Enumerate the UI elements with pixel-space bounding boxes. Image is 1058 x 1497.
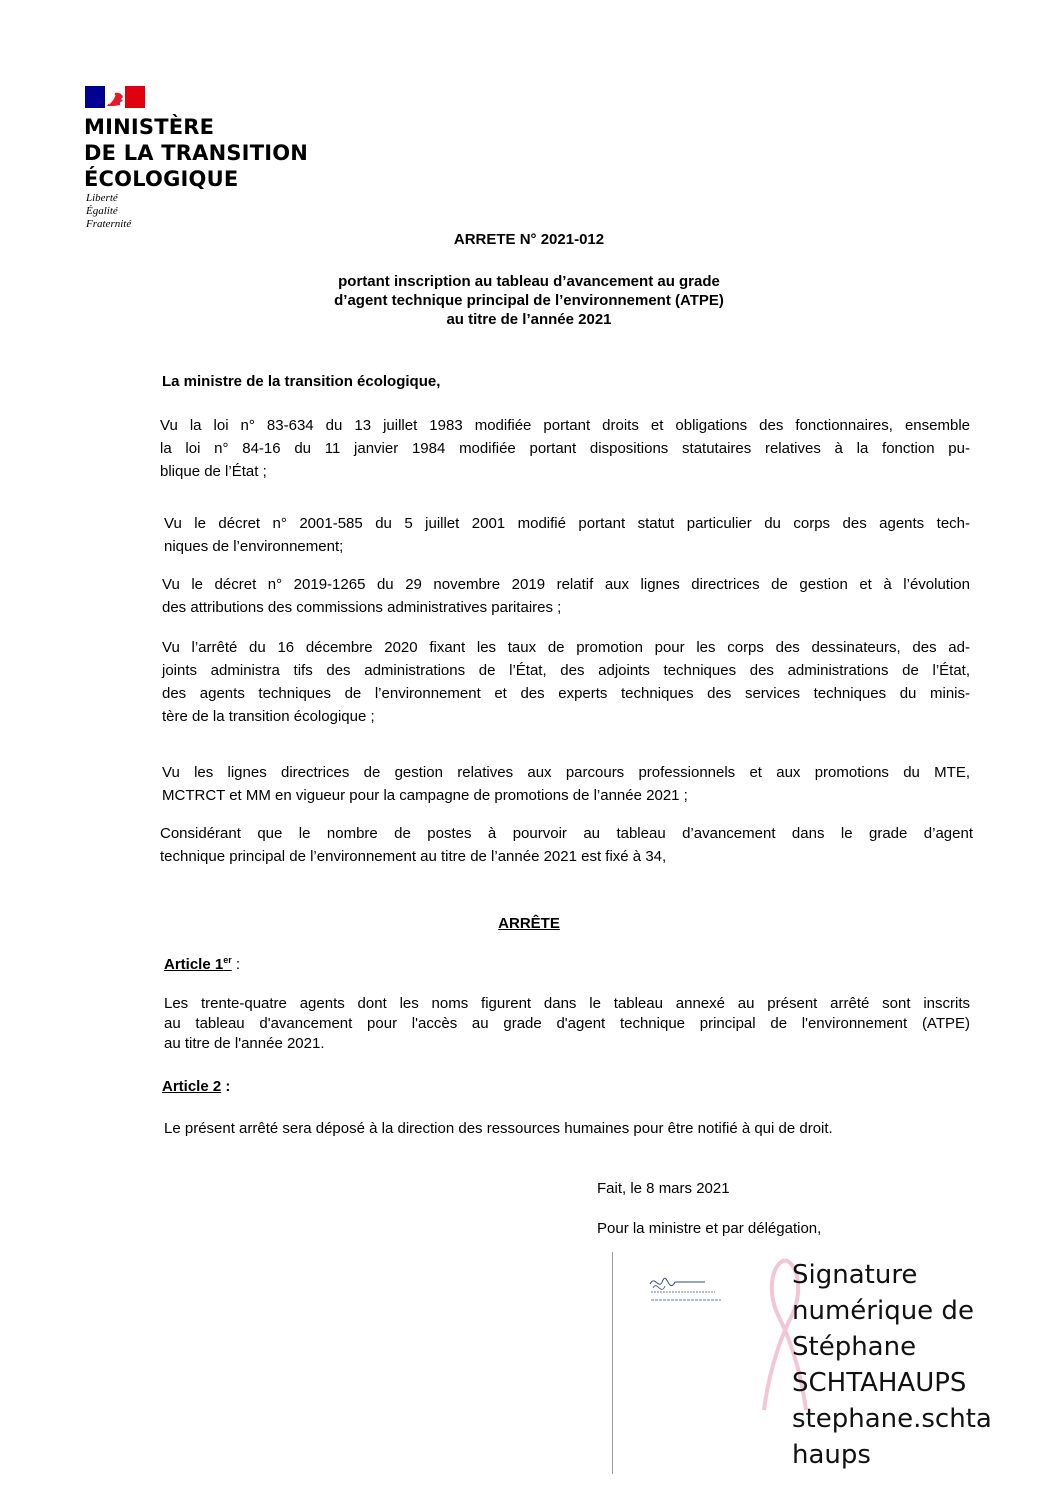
signature-line: SCHTAHAUPS bbox=[792, 1368, 967, 1398]
signature-divider bbox=[612, 1252, 613, 1474]
arrete-heading: ARRÊTE bbox=[498, 915, 560, 932]
decree-title: ARRETE N° 2021-012 bbox=[453, 231, 605, 248]
motto-line: Fraternité bbox=[86, 218, 132, 230]
handwritten-signature-stamp bbox=[645, 1270, 735, 1315]
paragraph-line: tère de la transition écologique ; bbox=[162, 708, 375, 725]
paragraph-line: des attributions des commissions administratives paritaires ; bbox=[162, 599, 562, 616]
delegation-line: Pour la ministre et par délégation, bbox=[597, 1220, 822, 1237]
paragraph-line: Vu les lignes directrices de gestion relatives aux parcours professionnels et aux promotions du MTE, bbox=[162, 764, 970, 781]
article-label: Article 1er bbox=[164, 955, 232, 973]
paragraph-line: blique de l’État ; bbox=[160, 463, 267, 480]
paragraph-line: joints administra tifs des administrations de l’État, des adjoints techniques des administrations de l’État, bbox=[162, 662, 970, 679]
ministry-line: ÉCOLOGIQUE bbox=[84, 167, 239, 191]
article-2-heading: Article 2 : bbox=[162, 1078, 231, 1095]
paragraph-line: Vu l’arrêté du 16 décembre 2020 fixant les taux de promotion pour les corps des dessinateurs, des ad- bbox=[162, 639, 970, 656]
visa-paragraph bbox=[162, 636, 970, 728]
article-1-text bbox=[164, 994, 970, 1054]
paragraph-line: Vu le décret n° 2019-1265 du 29 novembre 2019 relatif aux lignes directrices de gestion et à l’évolution bbox=[162, 576, 970, 593]
digital-signature-text bbox=[792, 1257, 992, 1473]
paragraph-line: au tableau d'avancement pour l'accès au grade d'agent technique principal de l'environnement (ATPE) bbox=[164, 1015, 970, 1032]
considerant-paragraph bbox=[160, 822, 973, 868]
motto-line: Liberté bbox=[86, 192, 118, 204]
marianne-flag-logo bbox=[85, 86, 145, 108]
subtitle-line: portant inscription au tableau d’avancement au grade bbox=[338, 273, 720, 290]
paragraph-line: Les trente-quatre agents dont les noms figurent dans le tableau annexé au présent arrêté sont inscrits bbox=[164, 995, 970, 1012]
article-1-heading: Article 1er : bbox=[164, 955, 241, 973]
ministry-line: DE LA TRANSITION bbox=[84, 141, 309, 165]
paragraph-line: la loi n° 84-16 du 11 janvier 1984 modifiée portant dispositions statutaires relatives à la fonction pu- bbox=[160, 440, 970, 457]
motto-line: Égalité bbox=[86, 205, 118, 217]
paragraph-line: Le présent arrêté sera déposé à la direction des ressources humaines pour être notifié à qui de droit. bbox=[164, 1120, 833, 1137]
ministry-line: MINISTÈRE bbox=[84, 115, 215, 139]
paragraph-line: MCTRCT et MM en vigueur pour la campagne de promotions de l’année 2021 ; bbox=[162, 787, 688, 804]
visa-paragraph bbox=[162, 573, 970, 619]
signature-date: Fait, le 8 mars 2021 bbox=[597, 1180, 730, 1197]
paragraph-line: technique principal de l’environnement au titre de l’année 2021 est fixé à 34, bbox=[160, 848, 667, 865]
subtitle-line: au titre de l’année 2021 bbox=[446, 311, 612, 328]
paragraph-line: Vu la loi n° 83-634 du 13 juillet 1983 modifiée portant droits et obligations des fonctionnaires, ensemble bbox=[160, 417, 970, 434]
signature-line: Signature bbox=[792, 1260, 918, 1290]
signature-line: haups bbox=[792, 1440, 871, 1470]
ministry-name bbox=[84, 114, 308, 192]
paragraph-line: au titre de l'année 2021. bbox=[164, 1035, 325, 1052]
minister-line: La ministre de la transition écologique, bbox=[162, 373, 441, 390]
decree-subtitle bbox=[0, 272, 1058, 329]
paragraph-line: des agents techniques de l’environnement et des experts techniques des services techniques du minis- bbox=[162, 685, 970, 702]
signature-line: Stéphane bbox=[792, 1332, 917, 1362]
signature-line: numérique de bbox=[792, 1296, 974, 1326]
paragraph-line: Vu le décret n° 2001-585 du 5 juillet 2001 modifié portant statut particulier du corps des agents tech- bbox=[164, 515, 970, 532]
paragraph-line: Considérant que le nombre de postes à pourvoir au tableau d’avancement dans le grade d’agent bbox=[160, 825, 973, 842]
visa-paragraph bbox=[162, 761, 970, 807]
paragraph-line: niques de l’environnement; bbox=[164, 538, 344, 555]
visa-paragraph bbox=[160, 414, 970, 483]
article-2-text bbox=[164, 1117, 970, 1140]
republic-motto bbox=[86, 192, 131, 231]
signature-line: stephane.schta bbox=[792, 1404, 992, 1434]
subtitle-line: d’agent technique principal de l’environnement (ATPE) bbox=[334, 292, 724, 309]
visa-paragraph bbox=[164, 512, 970, 558]
